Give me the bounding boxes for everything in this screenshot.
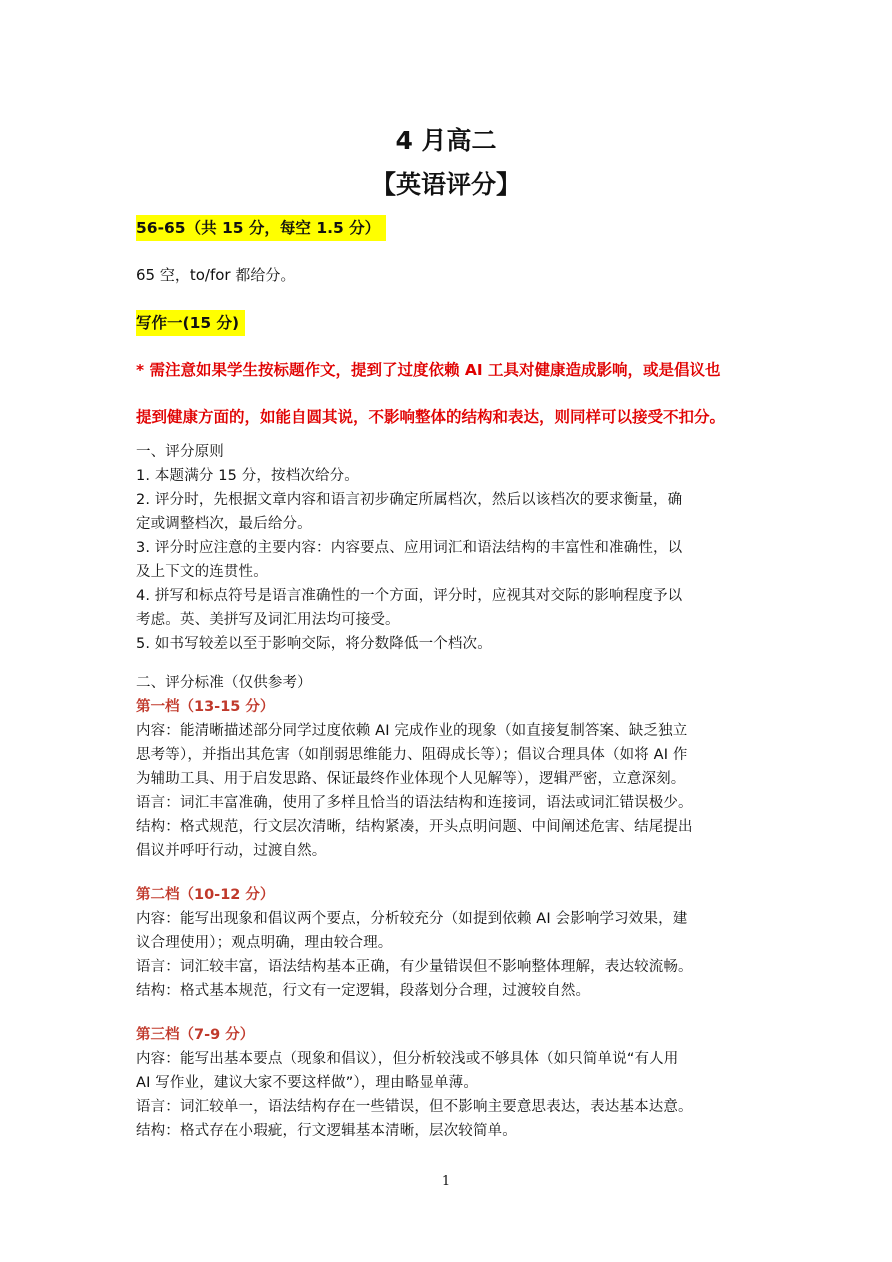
tier2-heading: 第二档（10-12 分） [136,887,275,903]
section1-heading: 56-65（共 15 分，每空 1.5 分） [136,215,386,241]
page-number: 1 [441,1174,451,1189]
standards-heading: 二、评分标准（仅供参考） [136,675,312,691]
principle-line: 2. 评分时，先根据文章内容和语言初步确定所属档次，然后以该档次的要求衡量，确 [136,492,683,508]
tier2-line: 内容：能写出现象和倡议两个要点，分析较充分（如提到依赖 AI 会影响学习效果，建 [136,911,688,927]
principles-heading: 一、评分原则 [136,444,224,460]
principle-line: 3. 评分时应注意的主要内容：内容要点、应用词汇和语法结构的丰富性和准确性，以 [136,540,683,556]
red-note-line-2: 提到健康方面的，如能自圆其说，不影响整体的结构和表达，则同样可以接受不扣分。 [136,408,726,426]
principle-line: 及上下文的连贯性。 [136,564,268,580]
writing-heading: 写作一(15 分) [136,310,245,336]
principle-line: 4. 拼写和标点符号是语言准确性的一个方面，评分时，应视其对交际的影响程度予以 [136,588,683,604]
tier3-heading: 第三档（7-9 分） [136,1027,255,1043]
tier1-heading: 第一档（13-15 分） [136,699,275,715]
tier1-line: 思考等），并指出其危害（如削弱思维能力、阻碍成长等）；倡议合理具体（如将 AI 作 [136,747,688,763]
writing-heading-block [136,311,245,333]
section1-note: 65 空，to/for 都给分。 [136,266,296,284]
page-subtitle: 【英语评分】 [370,170,521,199]
tier1-line: 倡议并呼吁行动，过渡自然。 [136,843,327,859]
tier3-line: 内容：能写出基本要点（现象和倡议），但分析较浅或不够具体（如只简单说“有人用 [136,1051,679,1067]
red-note-line-1: * 需注意如果学生按标题作文，提到了过度依赖 AI 工具对健康造成影响，或是倡议也 [136,361,721,379]
tier2-line: 语言：词汇较丰富，语法结构基本正确，有少量错误但不影响整体理解，表达较流畅。 [136,959,693,975]
page-title: 4 月高二 [395,126,497,155]
principle-line: 5. 如书写较差以至于影响交际，将分数降低一个档次。 [136,636,492,652]
tier1-line: 语言：词汇丰富准确，使用了多样且恰当的语法结构和连接词，语法或词汇错误极少。 [136,795,693,811]
tier3-line: AI 写作业，建议大家不要这样做”），理由略显单薄。 [136,1075,478,1091]
principle-line: 考虑。英、美拼写及词汇用法均可接受。 [136,612,400,628]
tier1-line: 为辅助工具、用于启发思路、保证最终作业体现个人见解等），逻辑严密，立意深刻。 [136,771,686,787]
tier1-line: 结构：格式规范，行文层次清晰，结构紧凑，开头点明问题、中间阐述危害、结尾提出 [136,819,693,835]
section1-heading-block [136,216,386,238]
tier1-line: 内容：能清晰描述部分同学过度依赖 AI 完成作业的现象（如直接复制答案、缺乏独立 [136,723,688,739]
tier3-line: 语言：词汇较单一，语法结构存在一些错误，但不影响主要意思表达，表达基本达意。 [136,1099,693,1115]
tier3-line: 结构：格式存在小瑕疵，行文逻辑基本清晰，层次较简单。 [136,1123,517,1139]
tier2-line: 议合理使用）；观点明确，理由较合理。 [136,935,393,951]
principle-line: 定或调整档次，最后给分。 [136,516,312,532]
tier2-line: 结构：格式基本规范，行文有一定逻辑，段落划分合理，过渡较自然。 [136,983,591,999]
principle-line: 1. 本题满分 15 分，按档次给分。 [136,468,359,484]
